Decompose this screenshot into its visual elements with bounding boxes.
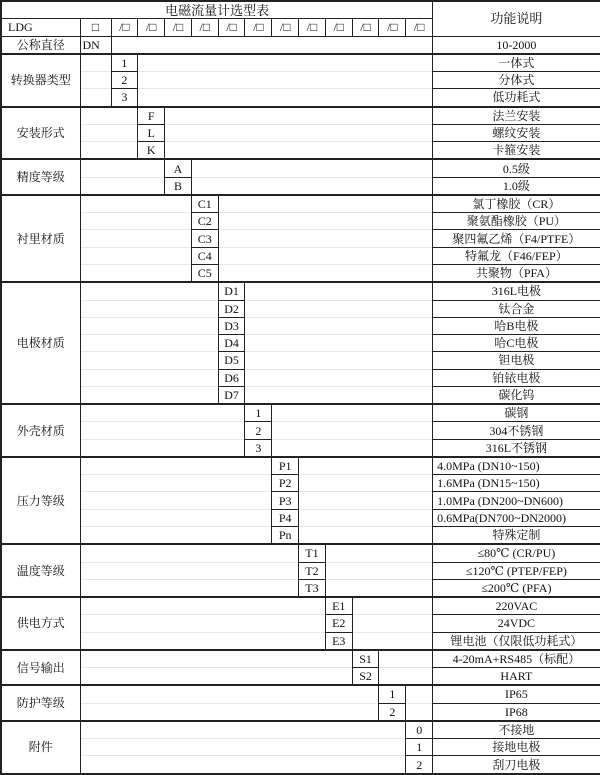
spacer-cell (191, 177, 432, 195)
category-label: 公称直径 (1, 36, 80, 54)
option-code: 3 (111, 89, 138, 107)
option-description: 法兰安装 (433, 107, 600, 125)
model-slot: /□ (379, 19, 406, 36)
spacer-cell (80, 509, 272, 526)
spacer-cell (138, 89, 433, 107)
spacer-cell (80, 282, 218, 300)
option-description: 24VDC (433, 615, 600, 632)
option-description: 哈C电极 (433, 335, 600, 352)
spacer-cell (80, 615, 325, 632)
model-dn-box: □ (80, 19, 111, 36)
category-label: 温度等级 (1, 544, 80, 597)
option-row (1, 668, 600, 686)
option-description: 铂铱电极 (433, 369, 600, 386)
option-description: 螺纹安装 (433, 124, 600, 141)
spacer-cell (80, 317, 218, 334)
spacer-cell (325, 579, 432, 597)
category-label: 信号输出 (1, 650, 80, 686)
option-row (1, 352, 600, 369)
option-row (1, 685, 600, 703)
spacer-cell (379, 668, 433, 686)
option-description: 1.6MPa (DN15~150) (433, 475, 600, 492)
spacer-cell (80, 230, 191, 247)
option-row (1, 54, 600, 72)
option-description: 10-2000 (433, 36, 600, 54)
option-row (1, 177, 600, 195)
option-code: Pn (272, 526, 299, 544)
option-code: S1 (352, 650, 379, 668)
spacer-cell (245, 317, 433, 334)
spacer-cell (80, 369, 218, 386)
option-row (1, 89, 600, 107)
model-slot: /□ (325, 19, 352, 36)
spacer-cell (272, 439, 433, 457)
spacer-cell (299, 492, 433, 509)
category-label: 附件 (1, 721, 80, 774)
option-row (1, 526, 600, 544)
spacer-cell (80, 562, 299, 579)
spacer-cell (272, 404, 433, 422)
spacer-cell (379, 650, 433, 668)
option-row (1, 386, 600, 404)
option-code: D1 (218, 282, 245, 300)
option-code: 3 (245, 439, 272, 457)
spacer-cell (80, 352, 218, 369)
spacer-cell (406, 685, 433, 703)
option-description: 碳化钨 (433, 386, 600, 404)
option-row (1, 739, 600, 756)
spacer-cell (80, 107, 138, 125)
option-description: 碳钢 (433, 404, 600, 422)
model-slot: /□ (165, 19, 192, 36)
spacer-cell (80, 142, 138, 160)
option-code: K (138, 142, 165, 160)
model-slot: /□ (218, 19, 245, 36)
option-row (1, 335, 600, 352)
spacer-cell (80, 54, 111, 72)
spacer-cell (352, 632, 432, 650)
model-slot: /□ (111, 19, 138, 36)
option-row (1, 142, 600, 160)
spacer-cell (80, 300, 218, 317)
spacer-cell (80, 597, 325, 615)
option-description: 钛合金 (433, 300, 600, 317)
option-code: T2 (299, 562, 326, 579)
spacer-cell (299, 457, 433, 475)
option-description: 一体式 (433, 54, 600, 72)
option-code: 1 (111, 54, 138, 72)
model-slot: /□ (138, 19, 165, 36)
option-description: 分体式 (433, 72, 600, 89)
option-code: B (165, 177, 192, 195)
option-description: 共聚物（PFA） (433, 264, 600, 282)
spacer-cell (245, 300, 433, 317)
option-description: IP68 (433, 703, 600, 721)
option-code: 2 (111, 72, 138, 89)
spacer-cell (245, 386, 433, 404)
option-code: 2 (379, 703, 406, 721)
category-label: 防护等级 (1, 685, 80, 721)
option-description: 0.5级 (433, 159, 600, 177)
model-slot: /□ (245, 19, 272, 36)
option-description: ≤120℃ (PTEP/FEP) (433, 562, 600, 579)
option-row (1, 422, 600, 439)
option-code: 1 (406, 739, 433, 756)
model-prefix: LDG (1, 19, 80, 36)
option-description: 刮刀电极 (433, 756, 600, 774)
option-code: C1 (191, 195, 218, 213)
spacer-cell (80, 721, 406, 739)
spacer-cell (80, 124, 138, 141)
option-code: P3 (272, 492, 299, 509)
option-description: 316L电极 (433, 282, 600, 300)
spacer-cell (165, 124, 433, 141)
spacer-cell (80, 89, 111, 107)
option-code: E2 (325, 615, 352, 632)
category-label: 压力等级 (1, 457, 80, 544)
option-description: HART (433, 668, 600, 686)
option-code: 2 (245, 422, 272, 439)
option-description: 1.0级 (433, 177, 600, 195)
option-description: 1.0MPa (DN200~DN600) (433, 492, 600, 509)
spacer-cell (245, 335, 433, 352)
spacer-cell (80, 544, 299, 562)
category-label: 精度等级 (1, 159, 80, 195)
spacer-cell (80, 404, 245, 422)
option-row (1, 439, 600, 457)
option-description: 316L不锈钢 (433, 439, 600, 457)
option-row (1, 213, 600, 230)
spacer-cell (80, 386, 218, 404)
spacer-cell (272, 422, 433, 439)
table-title: 电磁流量计选型表 (1, 1, 433, 19)
option-row (1, 159, 600, 177)
option-code: P2 (272, 475, 299, 492)
option-code: P1 (272, 457, 299, 475)
spacer-cell (299, 509, 433, 526)
option-row (1, 36, 600, 54)
spacer-cell (80, 650, 352, 668)
spacer-cell (299, 475, 433, 492)
spacer-cell (218, 247, 432, 264)
model-slot: /□ (406, 19, 433, 36)
spacer-cell (299, 526, 433, 544)
category-label: 供电方式 (1, 597, 80, 650)
option-description: 4-20mA+RS485（标配） (433, 650, 600, 668)
spacer-cell (80, 475, 272, 492)
option-row (1, 544, 600, 562)
spacer-cell (80, 632, 325, 650)
option-code: T3 (299, 579, 326, 597)
spacer-cell (80, 177, 165, 195)
spacer-cell (80, 668, 352, 686)
option-code: C2 (191, 213, 218, 230)
option-row (1, 457, 600, 475)
option-code: S2 (352, 668, 379, 686)
spacer-cell (352, 615, 432, 632)
option-description: 304不锈钢 (433, 422, 600, 439)
option-code: C4 (191, 247, 218, 264)
spacer-cell (80, 159, 165, 177)
option-code: 2 (406, 756, 433, 774)
option-description: 哈B电极 (433, 317, 600, 334)
option-code: D5 (218, 352, 245, 369)
spacer-cell (218, 213, 432, 230)
spacer-cell (138, 72, 433, 89)
function-column-header: 功能说明 (433, 1, 600, 36)
option-description: 卡箍安装 (433, 142, 600, 160)
option-row (1, 282, 600, 300)
option-description: 钽电极 (433, 352, 600, 369)
option-row (1, 703, 600, 721)
table-body (1, 1, 600, 774)
spacer-cell (352, 597, 432, 615)
option-description: 0.6MPa(DN700~DN2000) (433, 509, 600, 526)
option-row (1, 300, 600, 317)
spacer-cell (165, 107, 433, 125)
option-code: C3 (191, 230, 218, 247)
spacer-cell (80, 422, 245, 439)
option-description: 不接地 (433, 721, 600, 739)
spacer-cell (138, 54, 433, 72)
option-row (1, 264, 600, 282)
option-row (1, 317, 600, 334)
option-description: 220VAC (433, 597, 600, 615)
option-description: 特殊定制 (433, 526, 600, 544)
model-slot: /□ (191, 19, 218, 36)
category-label: 外壳材质 (1, 404, 80, 457)
option-description: 聚氨酯橡胶（PU） (433, 213, 600, 230)
spacer-cell (245, 282, 433, 300)
spacer-cell (80, 457, 272, 475)
spacer-cell (245, 352, 433, 369)
option-row (1, 230, 600, 247)
spacer-cell (218, 230, 432, 247)
option-code: C5 (191, 264, 218, 282)
spacer-cell (111, 36, 433, 54)
spacer-cell (325, 544, 432, 562)
spacer-cell (80, 685, 379, 703)
option-code: D3 (218, 317, 245, 334)
model-slot: /□ (352, 19, 379, 36)
option-code: DN (80, 36, 111, 54)
spacer-cell (80, 335, 218, 352)
model-slot: /□ (272, 19, 299, 36)
category-label: 安装形式 (1, 107, 80, 160)
option-code: A (165, 159, 192, 177)
option-row (1, 579, 600, 597)
spacer-cell (191, 159, 432, 177)
spacer-cell (80, 526, 272, 544)
spacer-cell (218, 195, 432, 213)
option-code: F (138, 107, 165, 125)
option-code: 1 (245, 404, 272, 422)
option-code: 1 (379, 685, 406, 703)
option-description: ≤200℃ (PFA) (433, 579, 600, 597)
category-label: 衬里材质 (1, 195, 80, 282)
option-row (1, 632, 600, 650)
spacer-cell (80, 579, 299, 597)
option-row (1, 492, 600, 509)
option-description: 锂电池（仅限低功耗式） (433, 632, 600, 650)
option-code: D4 (218, 335, 245, 352)
option-description: ≤80℃ (CR/PU) (433, 544, 600, 562)
spacer-cell (245, 369, 433, 386)
spacer-cell (80, 72, 111, 89)
spacer-cell (80, 213, 191, 230)
spacer-cell (165, 142, 433, 160)
option-code: P4 (272, 509, 299, 526)
option-description: 氯丁橡胶（CR） (433, 195, 600, 213)
option-row (1, 509, 600, 526)
spacer-cell (406, 703, 433, 721)
spacer-cell (80, 439, 245, 457)
option-row (1, 369, 600, 386)
option-code: 0 (406, 721, 433, 739)
option-row (1, 195, 600, 213)
option-description: 特氟龙（F46/FEP） (433, 247, 600, 264)
option-description: 4.0MPa (DN10~150) (433, 457, 600, 475)
option-description: 低功耗式 (433, 89, 600, 107)
option-row (1, 721, 600, 739)
option-row (1, 650, 600, 668)
option-row (1, 247, 600, 264)
spacer-cell (80, 492, 272, 509)
option-row (1, 475, 600, 492)
option-code: D2 (218, 300, 245, 317)
option-row (1, 72, 600, 89)
option-row (1, 107, 600, 125)
option-row (1, 756, 600, 774)
spacer-cell (218, 264, 432, 282)
option-description: IP65 (433, 685, 600, 703)
spacer-cell (80, 195, 191, 213)
option-row (1, 615, 600, 632)
category-label: 电极材质 (1, 282, 80, 404)
spacer-cell (80, 703, 379, 721)
option-code: D7 (218, 386, 245, 404)
spacer-cell (80, 264, 191, 282)
model-slot: /□ (299, 19, 326, 36)
option-code: D6 (218, 369, 245, 386)
spacer-cell (80, 756, 406, 774)
option-code: L (138, 124, 165, 141)
option-code: E1 (325, 597, 352, 615)
option-description: 聚四氟乙烯（F4/PTFE） (433, 230, 600, 247)
option-row (1, 562, 600, 579)
spacer-cell (80, 247, 191, 264)
option-code: T1 (299, 544, 326, 562)
option-row (1, 597, 600, 615)
option-row (1, 124, 600, 141)
category-label: 转换器类型 (1, 54, 80, 107)
option-description: 接地电极 (433, 739, 600, 756)
option-row (1, 404, 600, 422)
spacer-cell (325, 562, 432, 579)
spacer-cell (80, 739, 406, 756)
option-code: E3 (325, 632, 352, 650)
